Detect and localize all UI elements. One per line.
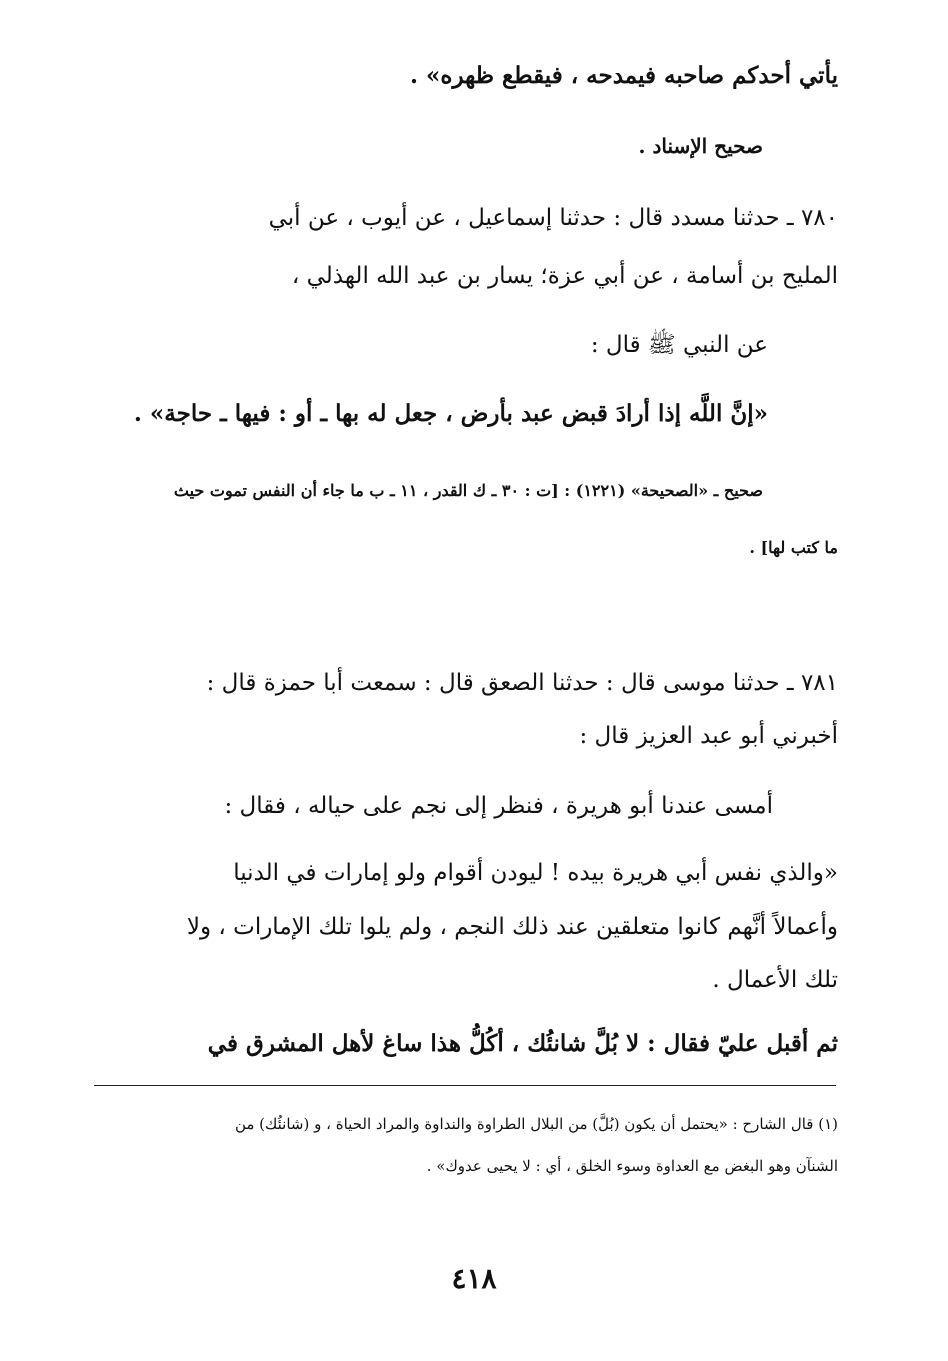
footnote-divider [94,1085,836,1086]
grade-line: صحيح الإسناد . [638,134,763,158]
hadith-781-text-1: أمسى عندنا أبو هريرة ، فنظر إلى نجم على حياله ، فقال : [224,793,773,819]
hadith-780-isnad-2: المليح بن أسامة ، عن أبي عزة؛ يسار بن عبد الله الهذلي ، [291,263,838,289]
hadith-781-text-4: تلك الأعمال . [712,967,838,993]
hadith-780-attribution: عن النبي ﷺ قال : [590,332,768,358]
footnote-line-1: (١) قال الشارح : «يحتمل أن يكون (بُلَّ) من البلال الطراوة والنداوة والمراد الحياة ، و (شانئُك) من [234,1115,838,1133]
hadith-781-text-3: وأعمالاً أنَّهم كانوا متعلقين عند ذلك النجم ، ولم يلوا تلك الإمارات ، ولا [186,914,838,940]
hadith-781-isnad-1: ٧٨١ ـ حدثنا موسى قال : حدثنا الصعق قال : سمعت أبا حمزة قال : [206,670,838,696]
page-number: ٤١٨ [451,1262,497,1295]
hadith-780-grade-1: صحيح ـ «الصحيحة» (١٢٢١) : [ت : ٣٠ ـ ك القدر ، ١١ ـ ب ما جاء أن النفس تموت حيث [173,481,763,500]
hadith-781-isnad-2: أخبرني أبو عبد العزيز قال : [579,723,838,749]
hadith-780-grade-2: ما كتب لها] . [749,538,838,557]
hadith-781-text-2: «والذي نفس أبي هريرة بيده ! ليودن أقوام ولو إمارات في الدنيا [233,860,838,886]
text-line-1: يأتي أحدكم صاحبه فيمدحه ، فيقطع ظهره» . [410,62,838,89]
hadith-781-text-5: ثم أقبل عليّ فقال : لا بُلَّ شانئُك ، أكُلُّ هذا ساغ لأهل المشرق في [207,1030,838,1057]
hadith-780-isnad-1: ٧٨٠ ـ حدثنا مسدد قال : حدثنا إسماعيل ، عن أيوب ، عن أبي [268,205,838,231]
footnote-line-2: الشنآن وهو البغض مع العداوة وسوء الخلق ، أي : لا يحيى عدوك» . [426,1157,838,1175]
hadith-780-matn: «إنَّ اللَّه إذا أرادَ قبض عبد بأرض ، جعل له بها ـ أو : فيها ـ حاجة» . [133,400,768,427]
